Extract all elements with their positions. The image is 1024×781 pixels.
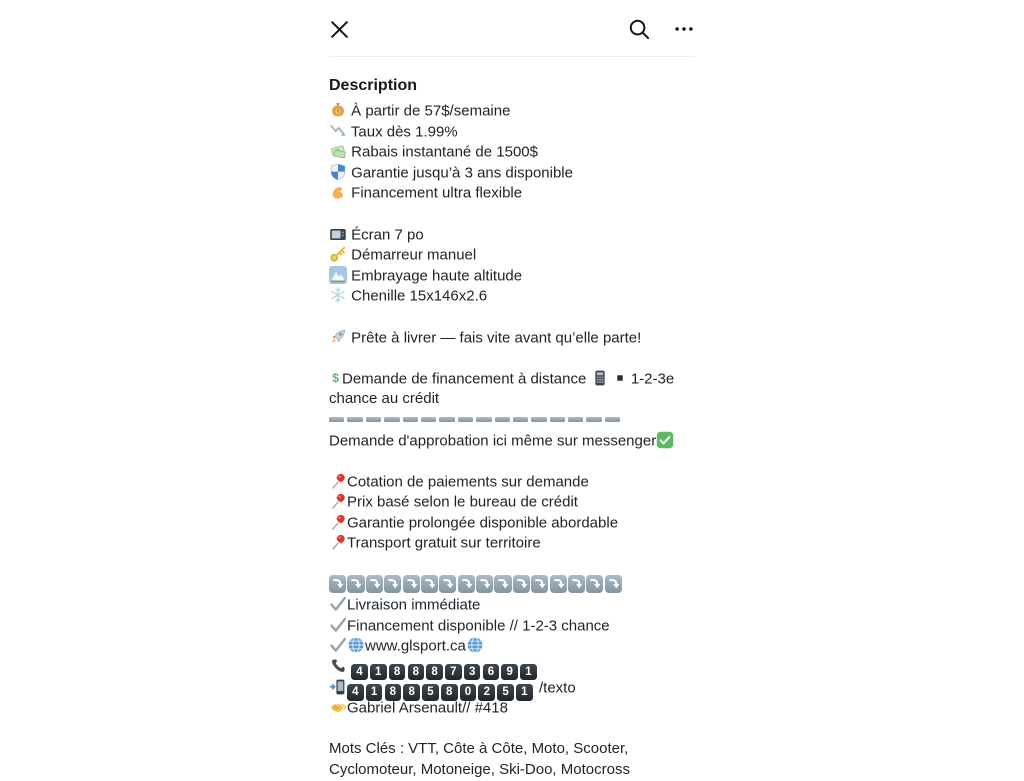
description-text: /texto [534,679,576,697]
arrow-icon [366,575,383,592]
description-text: Gabriel Arsenault// #418 [347,699,508,717]
search-button[interactable] [627,17,651,41]
description-line [329,739,695,760]
arrow-icon [347,575,364,592]
arrow-icon [513,575,530,592]
money-wings-icon [329,142,347,160]
dash-icon [421,417,436,423]
dash-icon [605,417,620,423]
description-line [329,348,695,369]
check-gray-icon [329,595,347,613]
description-text: Demande de financement à distance [342,370,591,388]
description-line [329,698,695,719]
description-text: chance au crédit [329,390,440,408]
key-icon [329,245,347,263]
arrow-icon [421,575,438,592]
check-gray-icon [329,636,347,654]
keycap-digit: 0 [460,684,477,701]
calculator-icon [591,369,609,387]
description-line [329,451,695,472]
pushpin-icon [329,472,347,490]
keycap-digit: 8 [441,684,458,701]
keycap-digit: 8 [403,684,420,701]
description-line [329,245,695,266]
description-line [329,369,695,390]
arrow-icon [586,575,603,592]
description-text: Écran 7 po [347,226,424,244]
arrow-icon [605,575,622,592]
check-green-icon [656,431,674,449]
description-text: Chenille 15x146x2.6 [347,287,488,305]
description-line [329,554,695,575]
description-text: Demande d'approbation ici même sur messenger [329,432,657,449]
description-text: Livraison immédiate [347,596,481,614]
keycap-digit: 5 [422,684,439,701]
description-line [329,163,695,184]
dash-icon [550,417,565,423]
keycap-digit: 8 [408,664,425,681]
description-text: Garantie jusqu’à 3 ans disponible [347,164,573,182]
description-line [329,307,695,328]
description-line [329,616,695,637]
description-line [329,389,695,410]
description-text: Transport gratuit sur territoire [347,534,541,552]
keycap-digit: 2 [478,684,495,701]
keycap-digit: 1 [366,684,383,701]
handshake-icon [329,698,347,716]
description-line [329,286,695,307]
top-bar [329,0,695,57]
chart-down-icon [329,122,347,140]
tv-icon [329,225,347,243]
mountain-icon [329,266,347,284]
description-line [329,533,695,554]
keycap-digit: 1 [520,664,537,681]
keycap-digit: 8 [385,684,402,701]
pushpin-icon [329,533,347,551]
description-text: Prix basé selon le bureau de crédit [347,493,578,511]
arrow-icon [458,575,475,592]
description-text: Rabais instantané de 1500$ [347,143,538,161]
shield-icon [329,163,347,181]
dash-icon [329,417,344,423]
keycap-digit: 5 [497,684,514,701]
keycap-digit: 8 [426,664,443,681]
check-gray-icon [329,616,347,634]
dash-icon [476,417,491,423]
description-text: Financement disponible // 1-2-3 chance [347,617,610,635]
description-text: À partir de 57$/semaine [347,102,511,120]
description-line [329,225,695,246]
top-bar-actions [627,17,695,41]
arrow-icon [494,575,511,592]
dash-icon [347,417,362,423]
description-text: 1-2-3e [626,370,675,388]
description-line [329,492,695,513]
description-text: Financement ultra flexible [347,184,523,202]
description-text: Prête à livrer — fais vite avant qu’elle parte! [347,329,642,347]
description-line [329,101,695,122]
biceps-icon [329,183,347,201]
keycap-digit: 3 [464,664,481,681]
dash-icon [366,417,381,423]
description-text: Taux dès 1.99% [347,123,458,141]
arrow-icon [384,575,401,592]
description-text: Cotation de paiements sur demande [347,473,589,491]
dash-icon [495,417,510,423]
keycap-digit: 9 [501,664,518,681]
keycap-digit: 1 [370,664,387,681]
description-line [329,472,695,493]
description-text: Mots Clés : VTT, Côte à Côte, Moto, Scooter, [329,740,629,758]
section-title: Description [329,77,418,94]
dash-icon [586,417,601,423]
keycap-digit: 4 [347,684,364,701]
more-horizontal-icon [673,18,695,40]
arrow-icon [329,575,346,592]
keycap-digit: 4 [351,664,368,681]
arrow-icon [439,575,456,592]
description-text: Embrayage haute altitude [347,267,523,285]
rocket-icon [329,328,347,346]
description-line [329,122,695,143]
money-bag-icon [329,101,347,119]
description-text: Garantie prolongée disponible abordable [347,514,619,532]
pushpin-icon [329,513,347,531]
keycap-digit: 7 [445,664,462,681]
keycap-digit: 1 [516,684,533,701]
keycap-digit: 8 [389,664,406,681]
description-line [329,657,695,678]
close-button[interactable] [329,19,350,40]
phone-icon [329,657,347,675]
arrow-icon [403,575,420,592]
description-line [329,760,695,781]
dash-icon [568,417,583,423]
phone-arrow-icon [329,678,347,696]
description-line [329,142,695,163]
svg-text:$: $ [332,370,339,385]
dash-icon [403,417,418,423]
globe-icon [466,636,484,654]
description-line [329,266,695,287]
dash-icon [458,417,473,423]
pushpin-icon [329,492,347,510]
description-text: www.glsport.ca [365,637,466,655]
description-text: Démarreur manuel [347,246,477,264]
keycap-digit: 6 [483,664,500,681]
search-icon [627,17,651,41]
description-line [329,183,695,204]
arrow-icon [476,575,493,592]
description-line [329,204,695,225]
description-line [329,595,695,616]
dash-icon [531,417,546,423]
description-text: Cyclomoteur, Motoneige, Ski-Doo, Motocross [329,761,630,778]
description-line [329,410,695,431]
arrow-icon [568,575,585,592]
close-icon [329,19,350,40]
description-line [329,719,695,740]
arrow-icon [531,575,548,592]
description-line [329,431,695,452]
description-line [329,513,695,534]
description-line [329,636,695,657]
small-square-icon [613,369,627,387]
description-line [329,575,695,596]
dollar-icon [329,369,342,387]
globe-icon [347,636,365,654]
more-options-button[interactable] [673,18,695,40]
dash-icon [439,417,454,423]
description-body [329,101,695,781]
dash-icon [384,417,399,423]
description-line [329,678,695,699]
description-line [329,328,695,349]
dash-icon [513,417,528,423]
arrow-icon [550,575,567,592]
snowflake-icon [329,286,347,304]
content-column [329,0,695,781]
